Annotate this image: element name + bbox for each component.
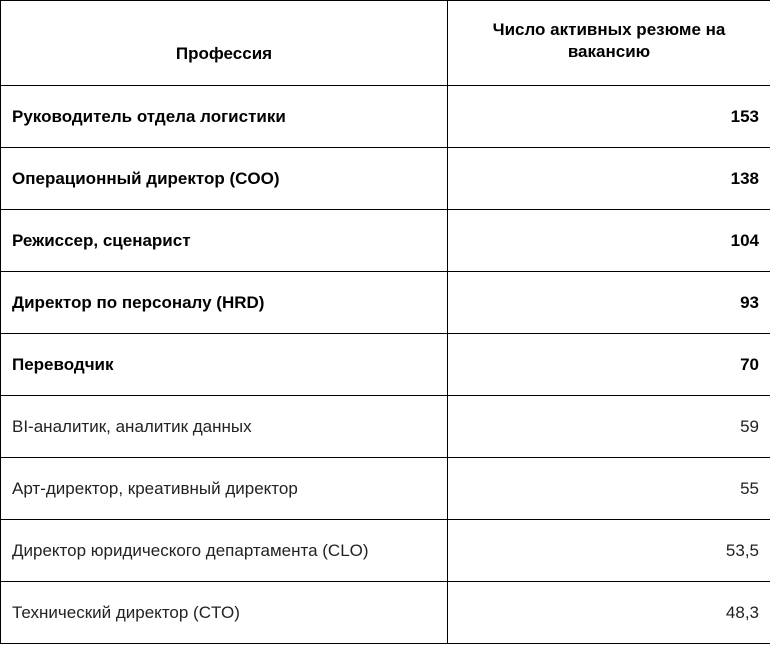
- profession-name: Режиссер, сценарист: [1, 210, 448, 272]
- resumes-value: 93: [448, 272, 770, 334]
- profession-name: Арт-директор, креативный директор: [1, 458, 448, 520]
- resumes-value: 48,3: [448, 582, 770, 644]
- header-resumes-per-vacancy: Число активных резюме на вакансию: [448, 1, 770, 86]
- profession-name: Технический директор (CTO): [1, 582, 448, 644]
- table-row: [1, 86, 770, 148]
- profession-name: Переводчик: [1, 334, 448, 396]
- resumes-value: 59: [448, 396, 770, 458]
- resumes-value: 104: [448, 210, 770, 272]
- table-row: [1, 396, 770, 458]
- table-row: [1, 582, 770, 644]
- table-row: [1, 210, 770, 272]
- table-row: [1, 520, 770, 582]
- profession-name: BI-аналитик, аналитик данных: [1, 396, 448, 458]
- resumes-value: 138: [448, 148, 770, 210]
- profession-name: Руководитель отдела логистики: [1, 86, 448, 148]
- resumes-value: 53,5: [448, 520, 770, 582]
- table-row: [1, 272, 770, 334]
- table-row: [1, 334, 770, 396]
- profession-name: Директор по персоналу (HRD): [1, 272, 448, 334]
- table-row: [1, 458, 770, 520]
- table-header-row: [1, 1, 770, 86]
- resumes-value: 153: [448, 86, 770, 148]
- table-row: [1, 148, 770, 210]
- resumes-value: 70: [448, 334, 770, 396]
- resumes-value: 55: [448, 458, 770, 520]
- profession-name: Директор юридического департамента (CLO): [1, 520, 448, 582]
- header-profession: Профессия: [1, 1, 448, 86]
- profession-name: Операционный директор (COO): [1, 148, 448, 210]
